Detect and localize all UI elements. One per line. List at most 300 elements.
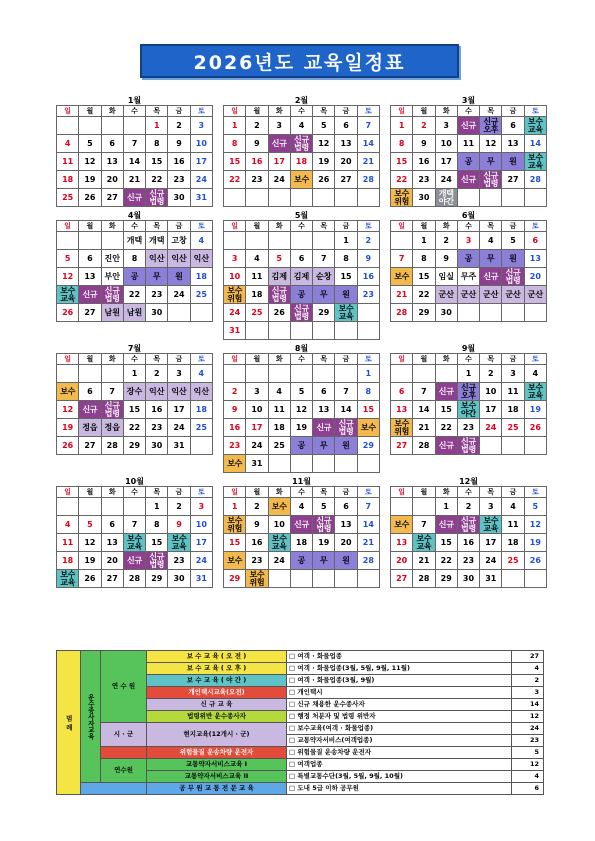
day-cell: 22: [123, 286, 145, 304]
week-row: [57, 419, 213, 437]
legend-item-name: 신 규 교 육: [147, 699, 287, 711]
day-cell: 2: [224, 383, 246, 401]
week-row: [224, 117, 380, 135]
weekday-header: 금: [335, 354, 357, 365]
event-cell: 신규: [268, 135, 290, 153]
month-title: 4월: [127, 211, 142, 220]
event-cell: 보수 교육: [123, 534, 145, 552]
day-cell: 1: [413, 232, 435, 250]
event-cell: 보수: [290, 171, 312, 189]
week-row: [391, 383, 547, 401]
day-cell: 30: [146, 437, 168, 455]
day-cell: 원: [502, 250, 524, 268]
day-cell: [101, 117, 123, 135]
legend-row: [57, 747, 544, 759]
legend-item-desc: □ 행정 처분자 및 법령 위반자: [287, 711, 512, 723]
day-cell: 22: [123, 419, 145, 437]
day-cell: 24: [268, 552, 290, 570]
event-cell: 신규: [79, 286, 101, 304]
day-cell: 16: [413, 153, 435, 171]
day-cell: [391, 498, 413, 516]
event-cell: 보수 교육: [335, 304, 357, 322]
day-cell: 23: [168, 171, 190, 189]
weekday-header: 수: [457, 487, 479, 498]
weekday-header: 일: [224, 487, 246, 498]
day-cell: [457, 189, 479, 207]
event-cell: 신규 법령: [480, 171, 502, 189]
day-cell: [480, 189, 502, 207]
legend-item-desc: □ 특별교통수단(3월, 5월, 9월, 10월): [287, 771, 512, 783]
day-cell: [313, 570, 335, 588]
week-row: [57, 189, 213, 207]
day-cell: 8: [224, 135, 246, 153]
day-cell: 13: [101, 153, 123, 171]
legend-item-count: 6: [512, 783, 544, 795]
day-cell: 임실: [435, 268, 457, 286]
legend-item-count: 2: [512, 675, 544, 687]
day-cell: 18: [57, 171, 79, 189]
day-cell: 11: [57, 534, 79, 552]
day-cell: 24: [480, 552, 502, 570]
event-cell: 보수: [224, 455, 246, 473]
day-cell: 26: [268, 304, 290, 322]
day-cell: 31: [190, 570, 212, 588]
day-cell: 25: [190, 286, 212, 304]
day-cell: [502, 189, 524, 207]
day-cell: 27: [502, 171, 524, 189]
week-row: [57, 171, 213, 189]
day-cell: 군산: [435, 286, 457, 304]
day-cell: [79, 498, 101, 516]
day-cell: 8: [357, 383, 379, 401]
weekday-header: 금: [168, 487, 190, 498]
day-cell: 22: [391, 171, 413, 189]
day-cell: [313, 455, 335, 473]
day-cell: 2: [146, 365, 168, 383]
weekday-header: 화: [435, 354, 457, 365]
day-cell: 5: [79, 516, 101, 534]
day-cell: 24: [224, 304, 246, 322]
day-cell: 4: [57, 516, 79, 534]
month-table: [56, 220, 213, 322]
day-cell: 4: [480, 232, 502, 250]
day-cell: 1: [335, 232, 357, 250]
day-cell: 29: [224, 570, 246, 588]
legend-item-name: 보 수 교 육 ( 오 후 ): [147, 663, 287, 675]
weekday-header: 금: [168, 106, 190, 117]
day-cell: 2: [168, 117, 190, 135]
day-cell: [502, 304, 524, 322]
day-cell: 13: [502, 135, 524, 153]
day-cell: 15: [335, 268, 357, 286]
legend-row: [57, 723, 544, 735]
day-cell: 2: [457, 498, 479, 516]
day-cell: 29: [123, 437, 145, 455]
day-cell: [246, 365, 268, 383]
event-cell: 보수 교육: [524, 383, 546, 401]
day-cell: 13: [524, 250, 546, 268]
event-cell: 보수 교육: [268, 534, 290, 552]
day-cell: 5: [313, 498, 335, 516]
week-row: [224, 516, 380, 534]
weekday-header: 목: [313, 487, 335, 498]
week-row: [57, 437, 213, 455]
week-row: [224, 135, 380, 153]
event-cell: 보수 위험: [224, 516, 246, 534]
day-cell: [335, 322, 357, 340]
day-cell: 26: [57, 304, 79, 322]
weekday-header: 일: [224, 221, 246, 232]
day-cell: 6: [524, 232, 546, 250]
event-cell: 보수: [391, 516, 413, 534]
day-cell: 28: [524, 171, 546, 189]
event-cell: 신규 법령: [146, 552, 168, 570]
day-cell: 1: [123, 365, 145, 383]
weekday-header: 목: [146, 221, 168, 232]
event-cell: 신규 오후: [457, 383, 479, 401]
day-cell: 16: [246, 534, 268, 552]
week-row: [224, 250, 380, 268]
day-cell: 3: [224, 250, 246, 268]
day-cell: 익산: [190, 250, 212, 268]
day-cell: 12: [79, 153, 101, 171]
day-cell: 3: [502, 365, 524, 383]
weekday-header: 일: [57, 487, 79, 498]
day-cell: 28: [391, 304, 413, 322]
week-row: [57, 286, 213, 304]
day-cell: 11: [268, 401, 290, 419]
day-cell: 23: [357, 286, 379, 304]
day-cell: [57, 365, 79, 383]
day-cell: 17: [168, 401, 190, 419]
day-cell: 6: [502, 117, 524, 135]
day-cell: 3: [190, 117, 212, 135]
day-cell: [313, 322, 335, 340]
day-cell: 18: [290, 153, 312, 171]
week-row: [57, 570, 213, 588]
weekday-header: 일: [224, 106, 246, 117]
day-cell: 2: [246, 117, 268, 135]
weekday-header: 화: [268, 487, 290, 498]
month-title: 5월: [294, 211, 309, 220]
day-cell: 15: [224, 534, 246, 552]
day-cell: 24: [168, 419, 190, 437]
weekday-header: 목: [313, 221, 335, 232]
day-cell: [224, 189, 246, 207]
day-cell: 4: [502, 498, 524, 516]
day-cell: [79, 117, 101, 135]
day-cell: [190, 437, 212, 455]
day-cell: 4: [246, 250, 268, 268]
weekday-header: 수: [290, 487, 312, 498]
calendar-grid: [56, 96, 548, 588]
day-cell: 14: [335, 401, 357, 419]
month-title: 1월: [127, 96, 142, 105]
day-cell: [524, 304, 546, 322]
weekday-header: 화: [435, 487, 457, 498]
weekday-header: 월: [79, 221, 101, 232]
day-cell: 19: [313, 534, 335, 552]
day-cell: 19: [524, 534, 546, 552]
day-cell: 6: [335, 498, 357, 516]
legend-item-name: 교통약자서비스교육 I: [147, 759, 287, 771]
day-cell: [190, 304, 212, 322]
day-cell: 9: [168, 516, 190, 534]
weekday-header: 수: [123, 354, 145, 365]
day-cell: 5: [57, 250, 79, 268]
legend-item-desc: □ 보수교육(여객 · 화물업종): [287, 723, 512, 735]
weekday-header: 수: [290, 354, 312, 365]
weekday-header: 금: [168, 354, 190, 365]
day-cell: 7: [413, 383, 435, 401]
day-cell: 10: [224, 268, 246, 286]
week-row: [224, 401, 380, 419]
day-cell: 24: [268, 171, 290, 189]
day-cell: 고창: [168, 232, 190, 250]
day-cell: [335, 189, 357, 207]
week-row: [57, 383, 213, 401]
day-cell: 27: [101, 189, 123, 207]
day-cell: 15: [146, 534, 168, 552]
day-cell: 7: [123, 135, 145, 153]
legend-item-count: 4: [512, 663, 544, 675]
week-row: [224, 383, 380, 401]
day-cell: 26: [79, 570, 101, 588]
day-cell: 26: [524, 552, 546, 570]
day-cell: 18: [190, 268, 212, 286]
day-cell: [335, 365, 357, 383]
weekday-header: 토: [524, 106, 546, 117]
legend-item-name: 교통약자서비스교육 II: [147, 771, 287, 783]
weekday-header: 일: [224, 354, 246, 365]
month-table: [223, 220, 380, 340]
week-row: [391, 304, 547, 322]
weekday-header: 수: [457, 354, 479, 365]
day-cell: 26: [79, 189, 101, 207]
day-cell: 26: [57, 437, 79, 455]
day-cell: 7: [357, 498, 379, 516]
day-cell: 익산: [168, 250, 190, 268]
day-cell: 7: [413, 516, 435, 534]
day-cell: 남원: [123, 304, 145, 322]
week-row: [224, 268, 380, 286]
event-cell: 신규: [313, 419, 335, 437]
weekday-header: 토: [357, 106, 379, 117]
legend-item-count: 24: [512, 723, 544, 735]
day-cell: 9: [246, 516, 268, 534]
month-table: [390, 353, 547, 455]
weekday-header: 토: [190, 354, 212, 365]
day-cell: 17: [435, 153, 457, 171]
month-title: 3월: [461, 96, 476, 105]
weekday-header: 수: [457, 106, 479, 117]
day-cell: [413, 498, 435, 516]
day-cell: 7: [101, 383, 123, 401]
day-cell: 4: [57, 135, 79, 153]
day-cell: [268, 189, 290, 207]
weekday-header: 수: [123, 487, 145, 498]
day-cell: 공: [457, 153, 479, 171]
day-cell: 4: [268, 383, 290, 401]
event-cell: 신규: [457, 171, 479, 189]
day-cell: 원: [335, 552, 357, 570]
weekday-header: 금: [335, 221, 357, 232]
day-cell: 6: [335, 117, 357, 135]
week-row: [57, 268, 213, 286]
event-cell: 개택 야간: [435, 189, 457, 207]
weekday-header: 목: [146, 106, 168, 117]
day-cell: 무주: [457, 268, 479, 286]
event-cell: 보수 위험: [391, 189, 413, 207]
day-cell: [57, 232, 79, 250]
day-cell: 23: [246, 552, 268, 570]
day-cell: 10: [480, 383, 502, 401]
day-cell: 10: [435, 135, 457, 153]
day-cell: 19: [79, 552, 101, 570]
day-cell: [502, 437, 524, 455]
day-cell: 30: [435, 304, 457, 322]
day-cell: 12: [524, 516, 546, 534]
day-cell: 28: [413, 570, 435, 588]
day-cell: 20: [101, 171, 123, 189]
weekday-header: 토: [190, 106, 212, 117]
day-cell: 12: [57, 268, 79, 286]
day-cell: 군산: [480, 286, 502, 304]
weekday-header: 화: [268, 221, 290, 232]
day-cell: 21: [357, 153, 379, 171]
day-cell: 1: [224, 117, 246, 135]
week-row: [57, 117, 213, 135]
day-cell: [290, 365, 312, 383]
legend-item-desc: □ 개인택시: [287, 687, 512, 699]
day-cell: 1: [146, 117, 168, 135]
day-cell: 군산: [524, 286, 546, 304]
day-cell: [268, 232, 290, 250]
week-row: [224, 437, 380, 455]
day-cell: 8: [146, 516, 168, 534]
day-cell: 정읍: [79, 419, 101, 437]
week-row: [57, 232, 213, 250]
weekday-header: 일: [57, 354, 79, 365]
legend-item-count: 4: [512, 771, 544, 783]
day-cell: 1: [224, 498, 246, 516]
day-cell: 25: [268, 437, 290, 455]
weekday-header: 금: [168, 221, 190, 232]
day-cell: 4: [190, 232, 212, 250]
day-cell: 19: [290, 419, 312, 437]
week-row: [224, 171, 380, 189]
week-row: [224, 304, 380, 322]
day-cell: 김제: [290, 268, 312, 286]
day-cell: 장수: [123, 383, 145, 401]
day-cell: [391, 365, 413, 383]
legend-item-name: 위험물질 운송차량 운전자: [147, 747, 287, 759]
day-cell: 공: [290, 286, 312, 304]
day-cell: 군산: [457, 286, 479, 304]
weekday-header: 금: [502, 487, 524, 498]
day-cell: 9: [413, 135, 435, 153]
day-cell: 29: [146, 570, 168, 588]
day-cell: [268, 365, 290, 383]
day-cell: 17: [268, 153, 290, 171]
day-cell: 13: [391, 534, 413, 552]
day-cell: 익산: [190, 383, 212, 401]
day-cell: [268, 570, 290, 588]
event-cell: 신규 오후: [480, 117, 502, 135]
day-cell: 23: [224, 437, 246, 455]
weekday-header: 금: [502, 221, 524, 232]
week-row: [391, 117, 547, 135]
day-cell: [79, 232, 101, 250]
weekday-header: 금: [502, 106, 524, 117]
day-cell: 1: [146, 498, 168, 516]
day-cell: 27: [335, 171, 357, 189]
month-calendar: [223, 96, 380, 207]
day-cell: 남원: [101, 304, 123, 322]
day-cell: 20: [524, 268, 546, 286]
day-cell: 11: [502, 516, 524, 534]
day-cell: 3: [190, 498, 212, 516]
day-cell: 20: [335, 153, 357, 171]
day-cell: 6: [391, 383, 413, 401]
day-cell: 무: [480, 153, 502, 171]
day-cell: [313, 189, 335, 207]
month-calendar: [223, 344, 380, 473]
week-row: [391, 171, 547, 189]
week-row: [224, 232, 380, 250]
day-cell: 16: [357, 268, 379, 286]
day-cell: 12: [313, 135, 335, 153]
day-cell: 23: [413, 171, 435, 189]
day-cell: 17: [480, 534, 502, 552]
event-cell: 보수 야간: [457, 401, 479, 419]
day-cell: 1: [391, 117, 413, 135]
day-cell: 12: [57, 401, 79, 419]
day-cell: 13: [335, 516, 357, 534]
weekday-header: 화: [101, 354, 123, 365]
day-cell: 14: [123, 153, 145, 171]
day-cell: 익산: [146, 250, 168, 268]
legend-row: [57, 759, 544, 771]
week-row: [391, 534, 547, 552]
event-cell: 신규: [290, 516, 312, 534]
week-row: [391, 570, 547, 588]
day-cell: 3: [168, 365, 190, 383]
month-calendar: [56, 477, 213, 588]
day-cell: 18: [502, 534, 524, 552]
month-calendar: [56, 344, 213, 473]
day-cell: 6: [79, 383, 101, 401]
day-cell: 2: [357, 232, 379, 250]
day-cell: 2: [480, 365, 502, 383]
day-cell: 13: [79, 268, 101, 286]
day-cell: 13: [313, 401, 335, 419]
day-cell: 29: [357, 437, 379, 455]
day-cell: 김제: [268, 268, 290, 286]
legend-item-count: 27: [512, 651, 544, 663]
day-cell: 31: [224, 322, 246, 340]
day-cell: 9: [168, 135, 190, 153]
month-title: 8월: [294, 344, 309, 353]
weekday-header: 금: [335, 487, 357, 498]
week-row: [57, 401, 213, 419]
day-cell: 22: [435, 552, 457, 570]
day-cell: 개택: [146, 232, 168, 250]
legend-item-desc: □ 여객업종: [287, 759, 512, 771]
day-cell: 22: [224, 171, 246, 189]
day-cell: 무: [313, 286, 335, 304]
day-cell: [357, 189, 379, 207]
